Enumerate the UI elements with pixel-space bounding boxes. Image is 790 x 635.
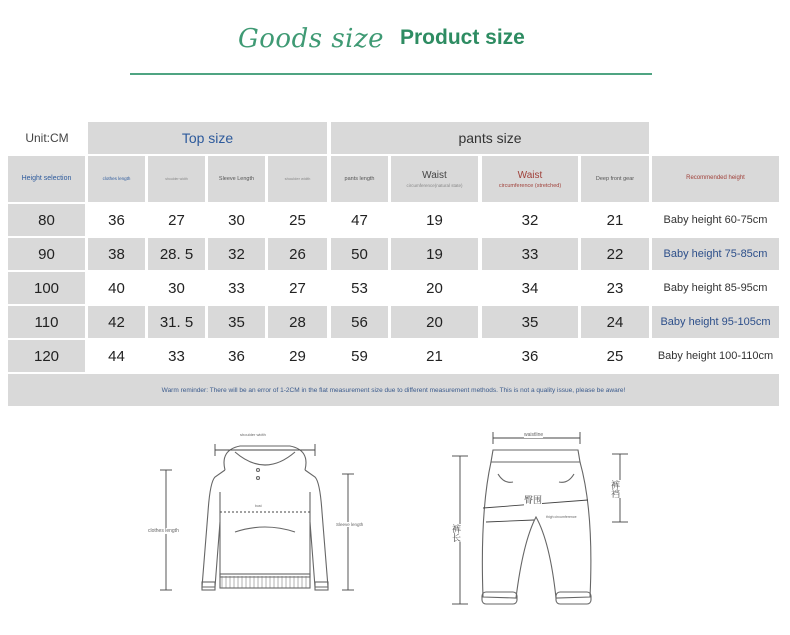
col-header-height [8,156,85,202]
col-header-sleeve [208,156,265,202]
pants-rise-label: 裤裆 [610,480,620,498]
unit-label: Unit:CM [25,131,69,145]
col-header-shoulder [148,156,205,202]
col-header-height-label: Height selection [21,174,72,182]
table-cell: 32 [521,211,539,229]
col-header-sleeve-label: Sleeve Length [218,175,255,182]
table-cell: 40 [108,279,125,297]
table-cell: 33 [168,347,185,365]
hoodie-sleeve-label: Sleeve length [336,522,364,527]
table-cell: 19 [426,211,443,229]
col-header-pants-length-label: pants length [344,175,375,182]
table-cell: 28 [268,306,327,338]
pants-waistline-label: waistline [524,432,544,438]
row-height-90: 90 [8,238,85,270]
table-cell: 21 [606,211,624,229]
table-cell: 27 [289,279,306,297]
recommended-height-cell: Baby height 100-110cm [657,350,774,362]
table-cell: 24 [581,306,649,338]
hoodie-diagram [140,422,380,602]
recommended-height-cell: Baby height 60-75cm [663,214,768,226]
table-cell: 33 [482,238,578,270]
col-header-waist-stretched-title: Waist [517,169,543,181]
table-cell: 36 [228,347,245,365]
col-header-waist-stretched-sub: circumference (stretched) [498,182,562,189]
hoodie-bust-label: bust [255,504,262,508]
recommended-height-cell: Baby height 85-95cm [663,282,768,294]
table-cell: 30 [168,279,185,297]
table-cell: 26 [268,238,327,270]
table-cell: 30 [228,211,245,229]
row-height-100: 100 [8,272,85,304]
col-header-waist-natural [391,156,478,202]
product-size-title: Product size [400,26,525,49]
col-header-bust-label: shoulder width [284,175,311,181]
col-header-front-gear-label: Deep front gear [595,175,635,182]
hoodie-shoulder-label: shoulder width [240,432,266,437]
table-cell: 23 [606,279,624,297]
recommended-height-cell: Baby height 95-105cm [652,306,779,338]
table-cell: 19 [391,238,478,270]
table-cell: 28. 5 [148,238,205,270]
table-cell: 50 [331,238,388,270]
warm-reminder: Warm reminder: There will be an error of 1-2CM in the flat measurement size due to different measurement methods. This is not a quality issue, please be aware! [8,374,779,406]
col-header-clothes-length [88,156,145,202]
hoodie-length-label: clothes length [148,528,179,534]
pants-illustration [438,422,648,617]
row-height-80: 80 [8,204,85,236]
col-header-pants-length [331,156,388,202]
table-cell: 56 [331,306,388,338]
table-cell: 42 [88,306,145,338]
col-header-recommended-label: Recommended height [686,175,745,182]
table-cell: 32 [208,238,265,270]
table-cell: 21 [426,347,443,365]
row-height-120: 120 [8,340,85,372]
table-cell: 38 [88,238,145,270]
page-header [0,0,790,90]
table-cell: 35 [208,306,265,338]
hoodie-illustration [140,422,380,602]
table-cell: 47 [351,211,368,229]
table-cell: 33 [228,279,245,297]
col-header-waist-natural-title: Waist [422,170,447,182]
col-header-recommended [652,156,779,202]
table-cell: 20 [391,306,478,338]
table-cell: 36 [521,347,539,365]
table-cell: 59 [351,347,368,365]
table-cell: 27 [168,211,185,229]
col-header-clothes-length-label: clothes length [102,176,131,182]
table-cell: 53 [351,279,368,297]
table-cell: 25 [289,211,306,229]
pants-hip-label: 臀围 [524,495,543,505]
col-header-waist-natural-sub: circumference(natural state) [406,183,463,189]
pants-diagram [438,422,648,617]
table-cell: 31. 5 [148,306,205,338]
table-cell: 36 [108,211,125,229]
row-height-110: 110 [8,306,85,338]
table-cell: 20 [426,279,443,297]
col-header-bust [268,156,327,202]
top-size-group-header: Top size [88,122,327,154]
table-cell: 29 [289,347,306,365]
goods-size-title: Goods size [238,24,385,54]
col-header-shoulder-label: shoulder width [165,176,188,181]
table-cell: 44 [108,347,125,365]
table-cell: 22 [581,238,649,270]
table-cell: 35 [482,306,578,338]
pants-thigh-label: thigh circumference [546,515,577,519]
pants-size-group-header: pants size [331,122,649,154]
recommended-height-cell: Baby height 75-85cm [652,238,779,270]
table-cell: 34 [521,279,539,297]
table-cell: 25 [606,347,624,365]
pants-length-label: 裤长 [451,524,461,542]
header-divider [130,73,652,75]
col-header-front-gear [581,156,649,202]
col-header-waist-stretched [482,156,578,202]
